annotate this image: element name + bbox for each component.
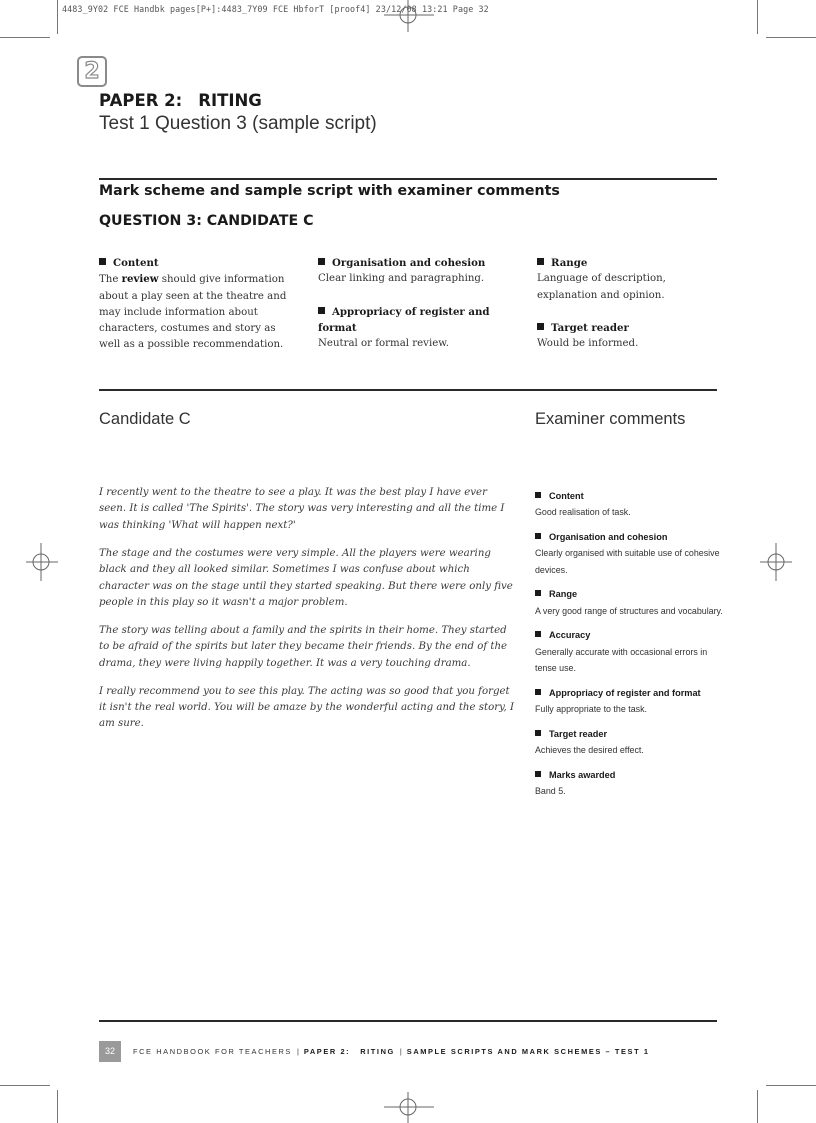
bullet-square-icon (535, 533, 541, 539)
bullet-square-icon (535, 730, 541, 736)
bullet-square-icon (99, 258, 106, 265)
paper-label: PAPER 2: (99, 91, 183, 110)
bullet-square-icon (318, 258, 325, 265)
bullet-square-icon (537, 323, 544, 330)
paper-number-badge: 2 (77, 56, 107, 87)
registration-mark-top (384, 0, 434, 32)
script-paragraph: The stage and the costumes were very simple. All the players were wearing black and they all looked similar. Sometimes I was confuse about which character was on the stage until they started speaking. But there were only five people in this play so it wasn't a major problem. (99, 547, 513, 608)
mark-scheme-text: The review should give information about a play seen at the theatre and may include information about characters, costumes and story as well as a possible recommendation. (99, 273, 287, 351)
mark-scheme-organisation-register (318, 255, 508, 352)
bullet-square-icon (535, 631, 541, 637)
mark-scheme-text: Neutral or formal review. (318, 338, 449, 350)
comment-register: Appropriacy of register and format Fully appropriate to the task. (535, 687, 701, 714)
comment-marks: Marks awarded Band 5. (535, 769, 616, 796)
mark-scheme-content (99, 255, 289, 354)
registration-mark-left (26, 543, 58, 581)
page-number: 32 (99, 1041, 121, 1062)
paper-title (99, 91, 262, 110)
comment-content: Content Good realisation of task. (535, 491, 631, 518)
section-title: Mark scheme and sample script with examiner comments (99, 183, 560, 199)
script-paragraph: I really recommend you to see this play. The acting was so good that you forget it isn't the real world. You will be amaze by the wonderful acting and the story, I am sure. (99, 685, 514, 730)
print-slug: 4483_9Y02 FCE Handbk pages[P+]:4483_7Y09 FCE HbforT [proof4] 23/12/08 13:21 Page 32 (62, 4, 489, 14)
bullet-square-icon (318, 307, 325, 314)
mark-scheme-range-target (537, 255, 717, 352)
mark-scheme-heading: Organisation and cohesion (318, 255, 508, 271)
script-paragraph: The story was telling about a family and the spirits in their home. They started to be afraid of the spirits but later they became their friends. By the end of the drama, they were living happily together. It was a very touching drama. (99, 624, 508, 669)
mark-scheme-text: Clear linking and paragraphing. (318, 273, 485, 285)
script-paragraph: I recently went to the theatre to see a play. It was the best play I have ever seen. It is called 'The Spirits'. The story was very interesting and all the time I was thinking 'What will happen next?' (99, 487, 505, 531)
bullet-square-icon (535, 771, 541, 777)
bullet-square-icon (537, 258, 544, 265)
mark-scheme-heading: Appropriacy of register and format (318, 305, 490, 334)
mark-scheme-heading: Range (537, 255, 717, 271)
mark-scheme-text: Would be informed. (537, 338, 639, 350)
comment-target: Target reader Achieves the desired effect. (535, 728, 644, 755)
mark-scheme-text: Language of description, explanation and opinion. (537, 273, 666, 301)
question-title: QUESTION 3: CANDIDATE C (99, 213, 314, 229)
running-footer: FCE HANDBOOK FOR TEACHERS | PAPER 2: RITING | SAMPLE SCRIPTS AND MARK SCHEMES – TEST 1 (133, 1047, 650, 1056)
comment-organisation: Organisation and cohesion Clearly organised with suitable use of cohesive devices. (535, 531, 720, 575)
mark-scheme-heading: Content (99, 255, 289, 271)
registration-mark-right (760, 543, 792, 581)
examiner-comments (535, 488, 725, 807)
examiner-comments-label: Examiner comments (535, 410, 686, 428)
bullet-square-icon (535, 689, 541, 695)
paper-subtitle: Test 1 Question 3 (sample script) (99, 113, 377, 134)
bullet-square-icon (535, 492, 541, 498)
paper-name: RITING (198, 91, 262, 110)
divider-middle (99, 389, 717, 391)
comment-accuracy: Accuracy Generally accurate with occasional errors in tense use. (535, 630, 708, 673)
comment-range: Range A very good range of structures and vocabulary. (535, 589, 723, 616)
divider-footer (99, 1020, 717, 1022)
mark-scheme-heading: Target reader (537, 320, 717, 336)
bullet-square-icon (535, 590, 541, 596)
divider-top (99, 178, 717, 180)
candidate-script (99, 485, 517, 744)
candidate-label: Candidate C (99, 410, 191, 428)
registration-mark-bottom (384, 1092, 434, 1123)
